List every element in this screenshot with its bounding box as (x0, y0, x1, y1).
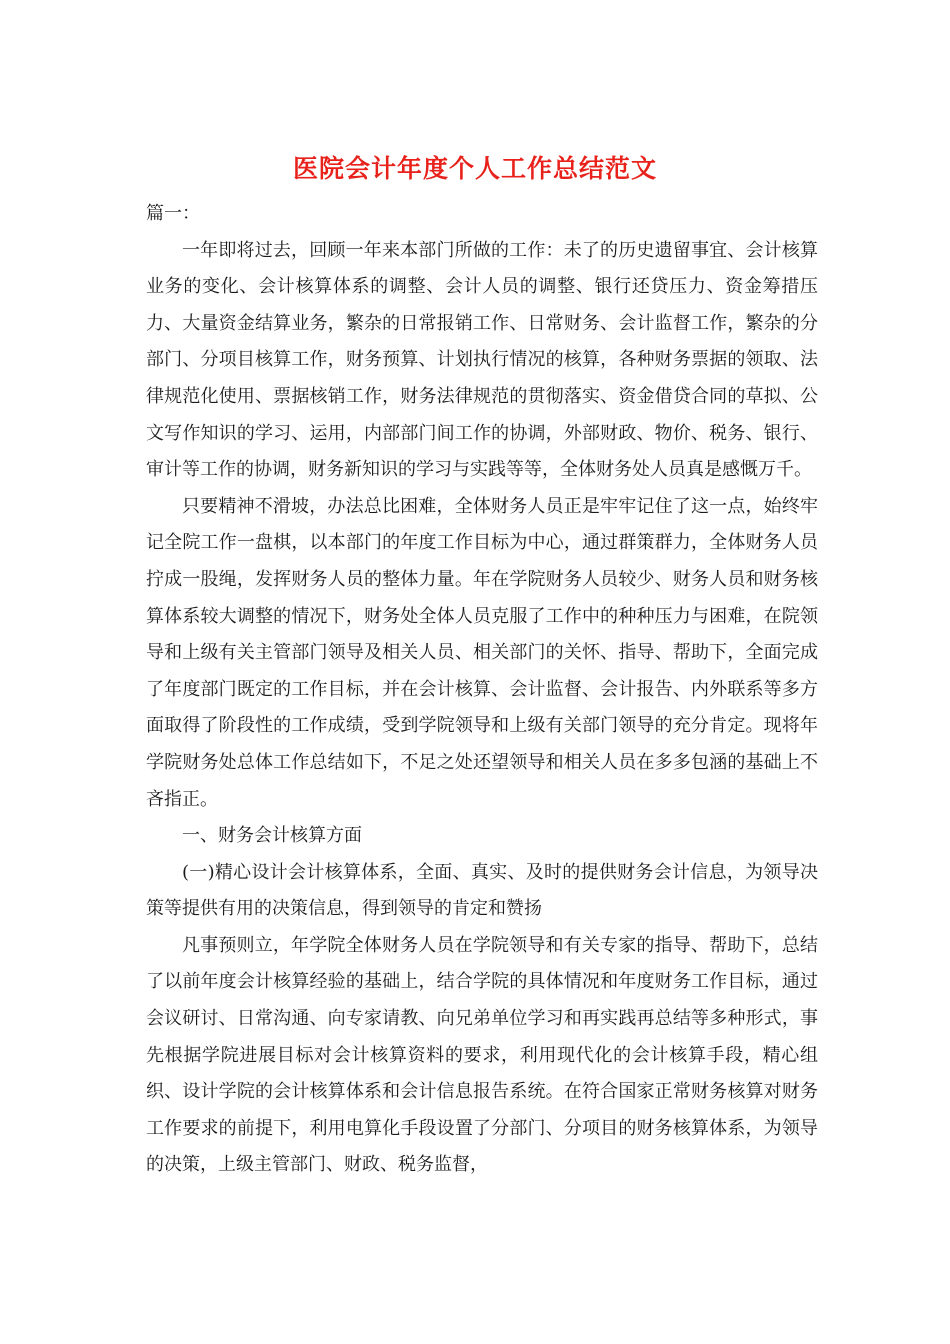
paragraph: 凡事预则立，年学院全体财务人员在学院领导和有关专家的指导、帮助下，总结了以前年度会计核算经验的基础上，结合学院的具体情况和年度财务工作目标，通过会议研讨、日常沟通、向专家请教、向兄弟单位学习和再实践再总结等多种形式，事先根据学院进展目标对会计核算资料的要求，利用现代化的会计核算手段，精心组织、设计学院的会计核算体系和会计信息报告系统。在符合国家正常财务核算对财务工作要求的前提下，利用电算化手段设置了分部门、分项目的财务核算体系，为领导的决策，上级主管部门、财政、税务监督， (146, 934, 818, 1176)
subsection-heading: (一)精心设计会计核算体系，全面、真实、及时的提供财务会计信息，为领导决策等提供有用的决策信息，得到领导的肯定和赞扬 (146, 861, 818, 920)
section-heading: 一、财务会计核算方面 (182, 825, 362, 847)
paragraph: 一年即将过去，回顾一年来本部门所做的工作：未了的历史遗留事宜、会计核算业务的变化、会计核算体系的调整、会计人员的调整、银行还贷压力、资金筹措压力、大量资金结算业务，繁杂的日常报销工作、日常财务、会计监督工作，繁杂的分部门、分项目核算工作，财务预算、计划执行情况的核算，各种财务票据的领取、法律规范化使用、票据核销工作，财务法律规范的贯彻落实、资金借贷合同的草拟、公文写作知识的学习、运用，内部部门间工作的协调，外部财政、物价、税务、银行、审计等工作的协调，财务新知识的学习与实践等等，全体财务处人员真是感慨万千。 (146, 239, 818, 481)
paragraph: 只要精神不滑坡，办法总比困难，全体财务人员正是牢牢记住了这一点，始终牢记全院工作一盘棋，以本部门的年度工作目标为中心，通过群策群力，全体财务人员拧成一股绳，发挥财务人员的整体力量。年在学院财务人员较少、财务人员和财务核算体系较大调整的情况下，财务处全体人员克服了工作中的种种压力与困难，在院领导和上级有关主管部门领导及相关人员、相关部门的关怀、指导、帮助下，全面完成了年度部门既定的工作目标，并在会计核算、会计监督、会计报告、内外联系等多方面取得了阶段性的工作成绩，受到学院领导和上级有关部门领导的充分肯定。现将年学院财务处总体工作总结如下，不足之处还望领导和相关人员在多多包涵的基础上不吝指正。 (146, 495, 818, 810)
document-body (146, 196, 818, 1184)
document-title: 医院会计年度个人工作总结范文 (292, 154, 657, 183)
section-label: 篇一： (146, 203, 200, 224)
